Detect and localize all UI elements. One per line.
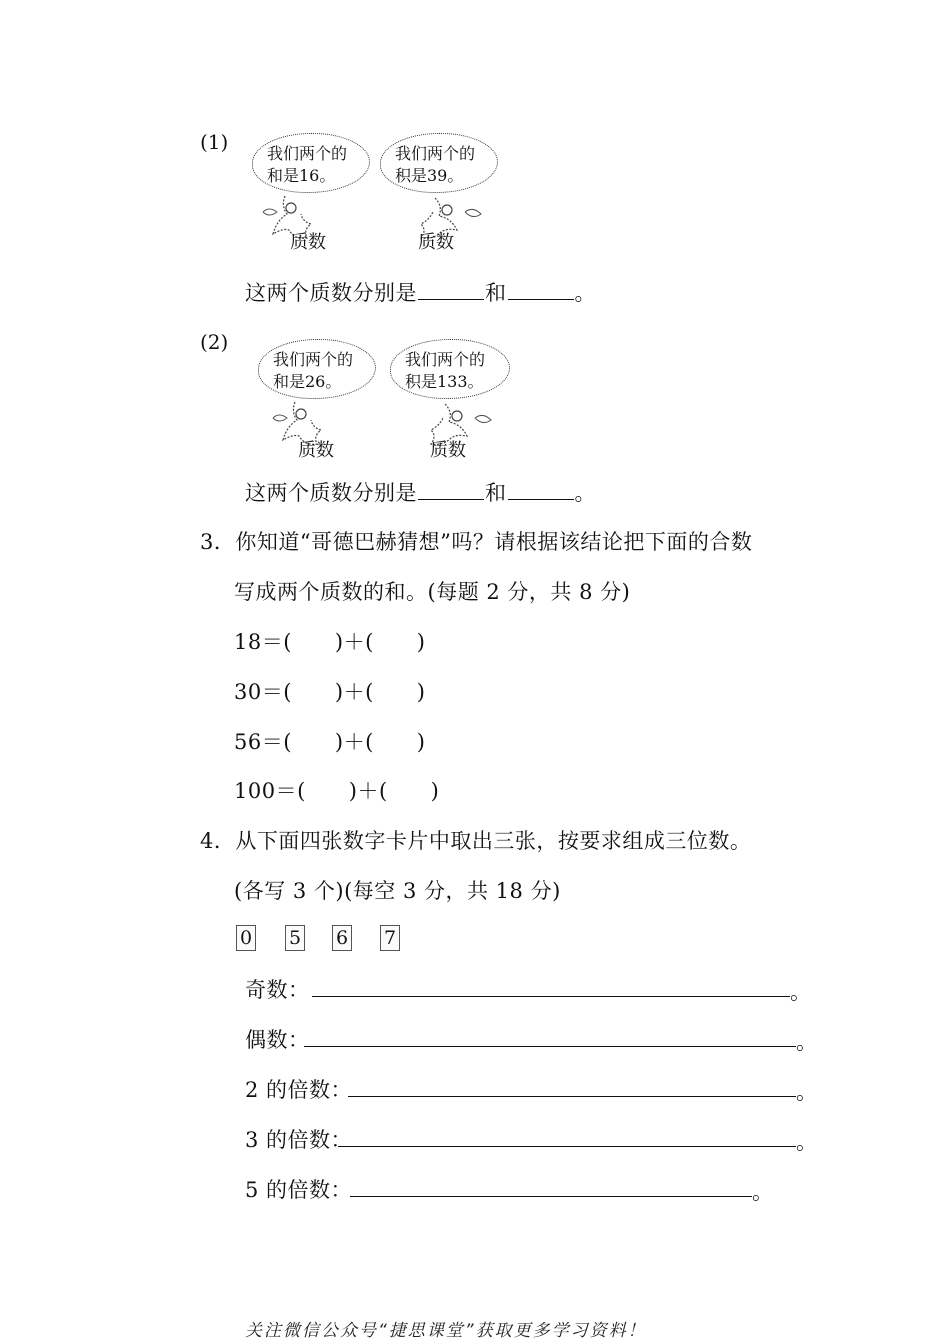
bubble-text: 和是16。 <box>267 166 336 185</box>
mult5-label: 5 的倍数： <box>245 1178 353 1202</box>
even-end-mark: 。 <box>796 1030 818 1054</box>
mult2-end-mark: 。 <box>796 1080 818 1104</box>
answer-middle: 和 <box>485 281 507 305</box>
digit-card-6: 6 <box>332 925 352 951</box>
odd-label: 奇数： <box>245 978 310 1002</box>
q3-equation-100[interactable]: 100＝( )＋( ) <box>234 779 440 803</box>
answer-prefix: 这两个质数分别是 <box>245 481 417 505</box>
bubble-text: 我们两个的 <box>273 350 354 369</box>
bubble-text: 积是133。 <box>405 372 484 391</box>
answer-end: 。 <box>574 481 596 505</box>
mult3-answer-line[interactable] <box>338 1146 796 1147</box>
mult2-answer-line[interactable] <box>348 1096 796 1097</box>
odd-end-mark: 。 <box>790 980 812 1004</box>
mult5-answer-line[interactable] <box>350 1196 752 1197</box>
mult3-label: 3 的倍数： <box>245 1128 353 1152</box>
mult3-end-mark: 。 <box>796 1130 818 1154</box>
answer-blank-1[interactable] <box>418 281 484 300</box>
part2-left-bubble <box>258 339 376 399</box>
mult2-label: 2 的倍数： <box>245 1078 353 1102</box>
q3-equation-18[interactable]: 18＝( )＋( ) <box>234 630 426 654</box>
answer-blank-1[interactable] <box>418 481 484 500</box>
prime-figure-label: 质数 <box>418 232 454 253</box>
q3-equation-56[interactable]: 56＝( )＋( ) <box>234 730 426 754</box>
bubble-text: 我们两个的 <box>267 144 348 163</box>
q3-prompt-line2: 写成两个质数的和。(每题 2 分，共 8 分) <box>234 580 631 604</box>
even-answer-line[interactable] <box>304 1046 796 1047</box>
digit-card-0: 0 <box>236 925 256 951</box>
prime-figure-label: 质数 <box>298 440 334 461</box>
part2-right-bubble <box>390 339 510 399</box>
answer-blank-2[interactable] <box>508 481 574 500</box>
q3-equation-30[interactable]: 30＝( )＋( ) <box>234 680 426 704</box>
answer-middle: 和 <box>485 481 507 505</box>
digit-card-7: 7 <box>380 925 400 951</box>
prime-figure-label: 质数 <box>430 440 466 461</box>
bubble-text: 我们两个的 <box>395 144 476 163</box>
bubble-text: 和是26。 <box>273 372 342 391</box>
part1-right-bubble <box>380 133 498 193</box>
prime-figure-label: 质数 <box>290 232 326 253</box>
answer-blank-2[interactable] <box>508 281 574 300</box>
q4-prompt-line1: 4．从下面四张数字卡片中取出三张，按要求组成三位数。 <box>200 829 752 853</box>
part2-answer-line <box>245 477 596 507</box>
bubble-text: 积是39。 <box>395 166 464 185</box>
part1-label: (1) <box>200 130 229 154</box>
part2-label: (2) <box>200 330 229 354</box>
part1-left-bubble <box>252 133 370 193</box>
mult5-end-mark: 。 <box>752 1180 774 1204</box>
answer-end: 。 <box>574 281 596 305</box>
footer-promo: 关注微信公众号“捷思课堂”获取更多学习资料！ <box>245 1321 647 1341</box>
part1-answer-line <box>245 277 596 307</box>
q3-prompt-line1: 3．你知道“哥德巴赫猜想”吗？请根据该结论把下面的合数 <box>200 530 753 554</box>
digit-card-5: 5 <box>285 925 305 951</box>
odd-answer-line[interactable] <box>312 996 790 997</box>
q4-prompt-line2: (各写 3 个)(每空 3 分，共 18 分) <box>234 879 561 903</box>
answer-prefix: 这两个质数分别是 <box>245 281 417 305</box>
bubble-text: 我们两个的 <box>405 350 486 369</box>
even-label: 偶数： <box>245 1028 310 1052</box>
